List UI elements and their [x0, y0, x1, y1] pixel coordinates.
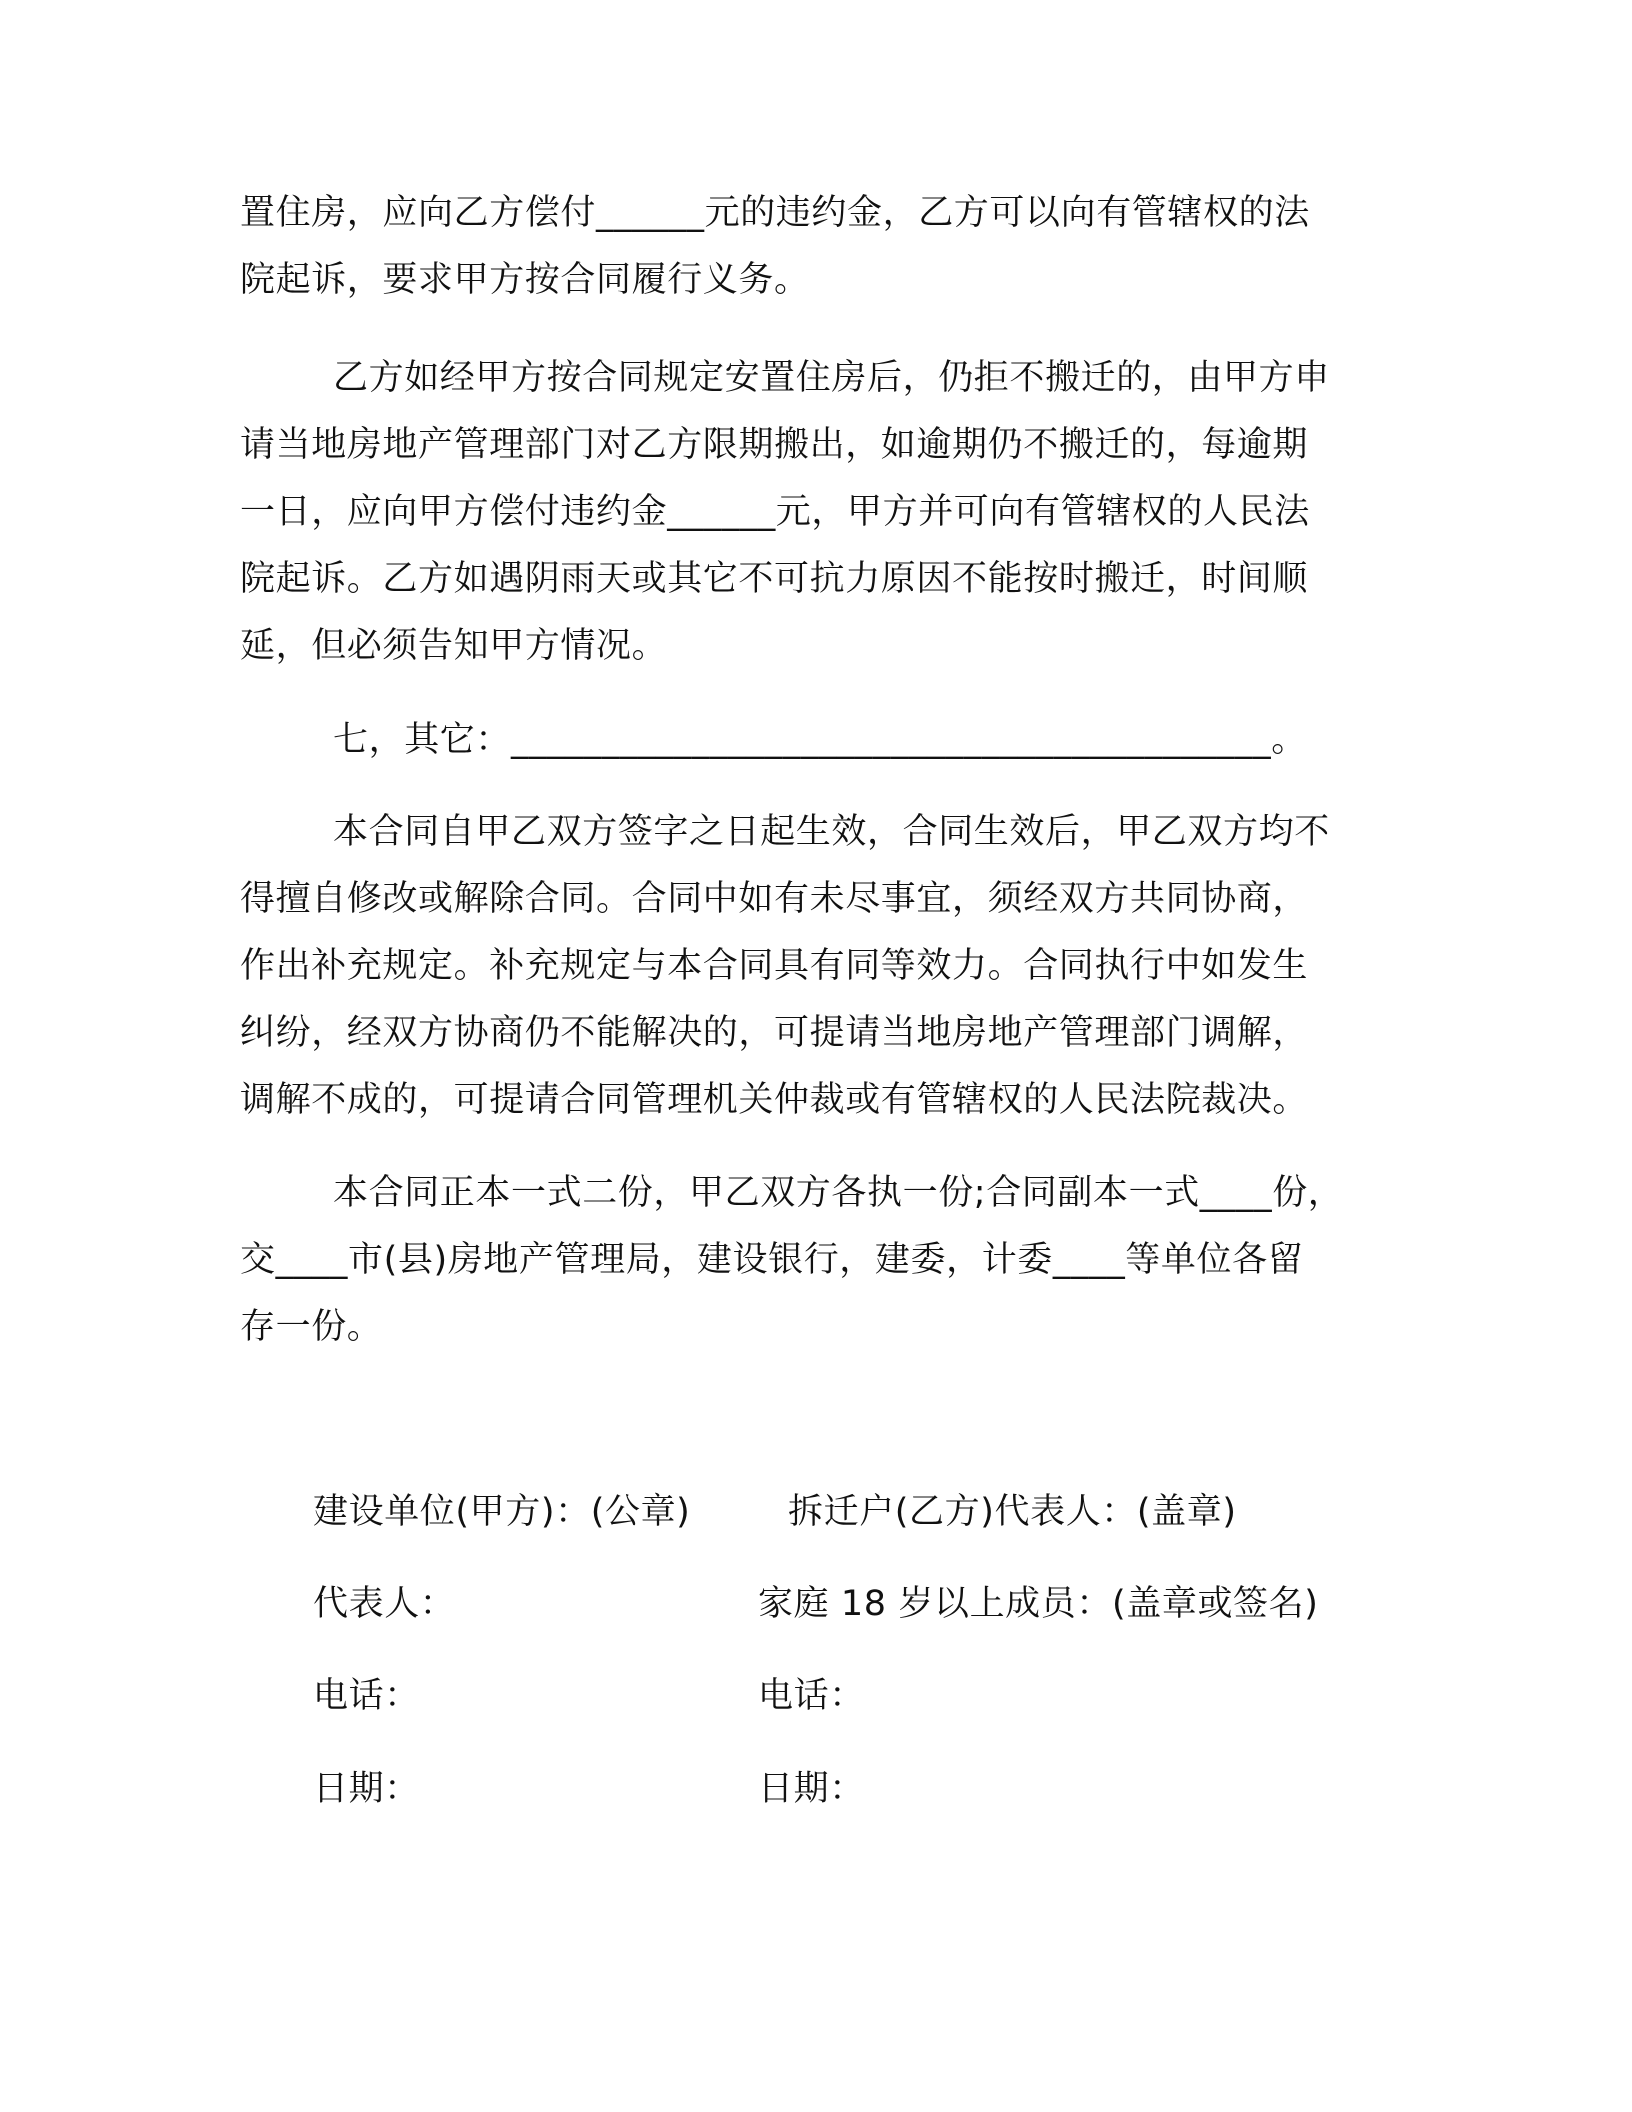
text-line: 交____市(县)房地产管理局，建设银行，建委，计委____等单位各留: [240, 1240, 1304, 1280]
text-line: 本合同正本一式二份，甲乙双方各执一份;合同副本一式____份，: [333, 1173, 1344, 1213]
text-line: 院起诉，要求甲方按合同履行义务。: [240, 260, 810, 300]
paragraph-penalty-party-b: [240, 345, 1380, 680]
text-line: 院起诉。乙方如遇阴雨天或其它不可抗力原因不能按时搬迁，时间顺: [240, 559, 1309, 599]
text-line: 置住房，应向乙方偿付______元的违约金，乙方可以向有管辖权的法: [240, 193, 1310, 233]
paragraph-copies: [240, 1160, 1380, 1361]
text-line: 一日，应向甲方偿付违约金______元，甲方并可向有管辖权的人民法: [240, 492, 1310, 532]
signature-party-b-representative: 拆迁户(乙方)代表人：(盖章): [788, 1492, 1237, 1532]
text-line: 调解不成的，可提请合同管理机关仲裁或有管辖权的人民法院裁决。: [240, 1080, 1309, 1120]
text-line: 纠纷，经双方协商仍不能解决的，可提请当地房地产管理部门调解，: [240, 1013, 1309, 1053]
signature-party-a-unit: 建设单位(甲方)：(公章): [313, 1492, 691, 1532]
paragraph-other-terms: [240, 707, 1380, 774]
paragraph-effectiveness: [240, 799, 1380, 1134]
signature-party-b-family: 家庭 18 岁以上成员：(盖章或签名): [758, 1584, 1319, 1624]
signature-party-a-representative: 代表人：: [313, 1584, 456, 1624]
text-line: 乙方如经甲方按合同规定安置住房后，仍拒不搬迁的，由甲方申: [333, 358, 1330, 398]
text-line: 本合同自甲乙双方签字之日起生效，合同生效后，甲乙双方均不: [333, 812, 1330, 852]
text-line: 存一份。: [240, 1307, 383, 1347]
text-line: 请当地房地产管理部门对乙方限期搬出，如逾期仍不搬迁的，每逾期: [240, 425, 1309, 465]
text-line: 延，但必须告知甲方情况。: [240, 626, 668, 666]
paragraph-penalty-party-a: [240, 180, 1380, 314]
signature-party-a-date: 日期：: [313, 1769, 420, 1809]
signature-party-b-phone: 电话：: [758, 1676, 865, 1716]
text-line: 作出补充规定。补充规定与本合同具有同等效力。合同执行中如发生: [240, 946, 1309, 986]
text-line: 得擅自修改或解除合同。合同中如有未尽事宜，须经双方共同协商，: [240, 879, 1309, 919]
text-line: 七，其它：__________________________________________。: [333, 720, 1307, 760]
signature-party-a-phone: 电话：: [313, 1676, 420, 1716]
signature-party-b-date: 日期：: [758, 1769, 865, 1809]
